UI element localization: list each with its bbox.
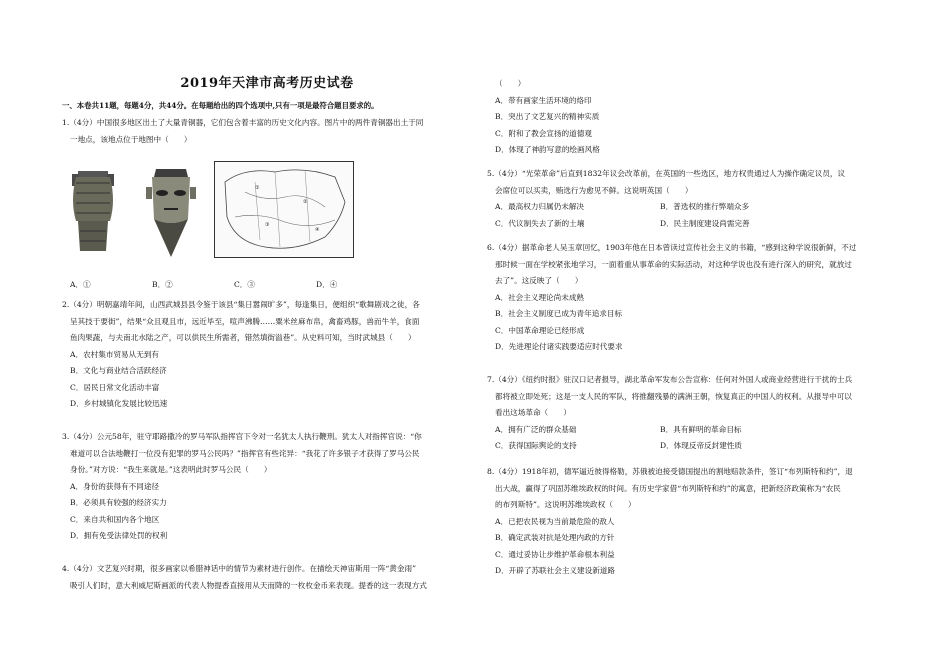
option-b[interactable]: B．确定武装对抗是处理内政的方针 (495, 533, 615, 542)
option-c[interactable]: C．代议制失去了新的土壤 (495, 218, 585, 228)
option-b[interactable]: B．社会主义制度已成为青年追求目标 (495, 309, 623, 318)
option-d[interactable]: D．开辟了苏联社会主义建设新道路 (495, 566, 615, 575)
question-stem-line: 去了”。这反映了（ ） (495, 276, 583, 285)
question-stem-line: 7.（4分）《纽约时报》驻汉口记者报导，湖北革命军发布公告宣称：任何对外国人或商业经营进行干扰的士兵 (487, 375, 853, 384)
option-a[interactable]: A．① (70, 280, 91, 289)
option-d[interactable]: D．拥有免受法律处罚的权利 (70, 531, 168, 540)
option-a[interactable]: A．拥有广泛的群众基础 (495, 424, 577, 434)
question-stem-line: 看出这场革命（ ） (495, 408, 571, 417)
question-2 (62, 297, 472, 413)
option-d[interactable]: D．④ (316, 280, 338, 289)
page-title: 2019年天津市高考历史试卷 (180, 76, 354, 91)
option-a[interactable]: A．身份的获得有不同途径 (70, 481, 160, 491)
map-marker-2: ② (303, 199, 308, 205)
option-a[interactable]: A．最高权力归属仍未解决 (495, 202, 585, 211)
question-stem-line: 那时候一面在学校紧张地学习，一面着重从事革命的实际活动，对这种学说也没有进行深入的研究，就放过 (495, 259, 852, 269)
option-a[interactable]: A．已把农民视为当前最危险的敌人 (495, 516, 615, 526)
question-1-figures (62, 157, 472, 262)
option-b[interactable]: B．普选权的推行弊端众多 (660, 202, 750, 211)
question-6 (487, 240, 897, 356)
map-marker-3: ③ (265, 222, 270, 228)
option-c[interactable]: C．附和了教会宣扬的道德观 (495, 128, 592, 138)
option-b[interactable]: B．文化与商业结合活跃经济 (70, 366, 167, 375)
section-instructions: 一、本卷共11题，每题4分，共44分。在每题给出的四个选项中,只有一项是最符合题目要求的。 (62, 101, 379, 110)
question-4-continued (487, 76, 897, 159)
question-stem-line: 2.（4分）明朝嘉靖年间，山西武城县县令鉴于该县“集日嚣闹旷多”，每逢集日，便组织“歌舞剧戏之徒，各 (62, 300, 420, 309)
question-stem-line: 出大战，赢得了巩固苏维埃政权的时间。有历史学家借“布列斯特和约”的寓意，把新经济政策称为“农民 (495, 483, 841, 493)
question-5 (487, 166, 897, 232)
question-stem-line: 6.（4分）据革命老人吴玉章回忆，1903年他在日本曾读过宣传社会主义的书籍，“感到这种学说很新鲜，不过 (487, 243, 857, 252)
china-map (214, 161, 354, 258)
question-stem-line: 呈其技于要街”，结果“众且观且市，远近毕至，喧声沸腾……粟米丝麻布帛，禽畜鸡豚，兽而牛羊，食面 (70, 316, 420, 326)
question-stem-line: 3.（4分）公元58年，驻守耶路撒冷的罗马军队指挥官下令对一名犹太人执行鞭刑。犹太人对指挥官说：“你 (62, 432, 422, 441)
option-c[interactable]: C．通过妥协让步维护革命根本利益 (495, 549, 615, 559)
question-4 (62, 561, 472, 594)
option-d[interactable]: D．先进理论付诸实践要适应时代要求 (495, 342, 623, 351)
option-c[interactable]: C．居民日常文化活动丰富 (70, 382, 160, 392)
question-stem-line: 一地点，该地点位于地图中（ ） (70, 134, 192, 144)
map-outline-icon (215, 162, 353, 257)
option-a[interactable]: A．带有画家生活环境的烙印 (495, 95, 592, 105)
question-stem-line: 8.（4分）1918年初，德军逼近彼得格勒，苏俄被迫接受德国提出的割地赔款条件，签订“布列斯特和约”，退 (487, 467, 853, 476)
option-c[interactable]: C．中国革命理论已经形成 (495, 325, 585, 335)
question-stem-line: 的布列斯特”。这说明苏维埃政权（ ） (495, 500, 636, 509)
question-stem-line: 会席位可以买卖，贿选行为愈见不鲜。这说明英国（ ） (495, 185, 693, 195)
option-a[interactable]: A．社会主义理论尚未成熟 (495, 292, 585, 302)
option-b[interactable]: B．突出了文艺复兴的精神实质 (495, 112, 600, 121)
question-stem-line: 难道可以合法地鞭打一位没有犯罪的罗马公民吗？”指挥官有些诧异：“我花了许多银子才获得了罗马公民 (70, 448, 420, 458)
option-d[interactable]: D．民主制度建设尚需完善 (660, 218, 750, 228)
question-stem-line: 吸引人们时，意大利威尼斯画派的代表人物提香直接用从天而降的一枚枚金币来表现。提香的这一表现方式 (70, 580, 427, 590)
question-3 (62, 429, 472, 545)
map-marker-4: ④ (315, 227, 320, 233)
question-stem-line: 鱼肉果蔬，与夫南北水陆之产，可以供民生所需者，错然填街溢巷”。从史料可知，当时武城县（ ） (70, 333, 416, 342)
question-stem-line: 4.（4分）文艺复兴时期，很多画家以希腊神话中的情节为素材进行创作。在描绘天神宙斯用一阵“黄金雨” (62, 564, 416, 573)
bronze-vessel-image (68, 171, 118, 257)
option-b[interactable]: B．具有鲜明的革命目标 (660, 424, 742, 434)
bronze-head-image (142, 167, 200, 259)
question-stem-line: 身份。”对方说：“我生来就是。”这表明此时罗马公民（ ） (70, 465, 272, 474)
question-stem-line: 都将被立即处死；这是一支人民的军队，将推翻残暴的满洲王朝，恢复真正的中国人的权利。从报导中可以 (495, 391, 852, 401)
option-b[interactable]: B．必须具有较强的经济实力 (70, 498, 167, 507)
option-a[interactable]: A．农村集市贸易从无到有 (70, 349, 160, 359)
question-1 (62, 115, 472, 148)
question-7 (487, 372, 897, 455)
option-c[interactable]: C．获得国际舆论的支持 (495, 441, 577, 450)
option-d[interactable]: D．体现了神韵写意的绘画风格 (495, 145, 600, 154)
question-stem-line: 5.（4分）“光荣革命”后直到1832年议会改革前，在英国的一些选区，地方权贵通过人为操作确定议员，议 (487, 169, 846, 178)
option-b[interactable]: B．② (152, 280, 173, 289)
question-8 (487, 464, 897, 580)
option-d[interactable]: D．体现反帝反封建性质 (660, 441, 743, 450)
option-c[interactable]: C．③ (234, 280, 255, 289)
question-stem-line: （ ） (495, 79, 526, 88)
option-d[interactable]: D．乡村城镇化发展比较迅速 (70, 399, 168, 408)
option-c[interactable]: C．来自共和国内各个地区 (70, 514, 160, 524)
question-1-options (62, 277, 472, 294)
map-marker-1: ① (255, 185, 260, 191)
question-stem-line: 1.（4分）中国很多地区出土了大量青铜器，它们包含着丰富的历史文化内容。图片中的两件青铜器出土于同 (62, 118, 424, 127)
